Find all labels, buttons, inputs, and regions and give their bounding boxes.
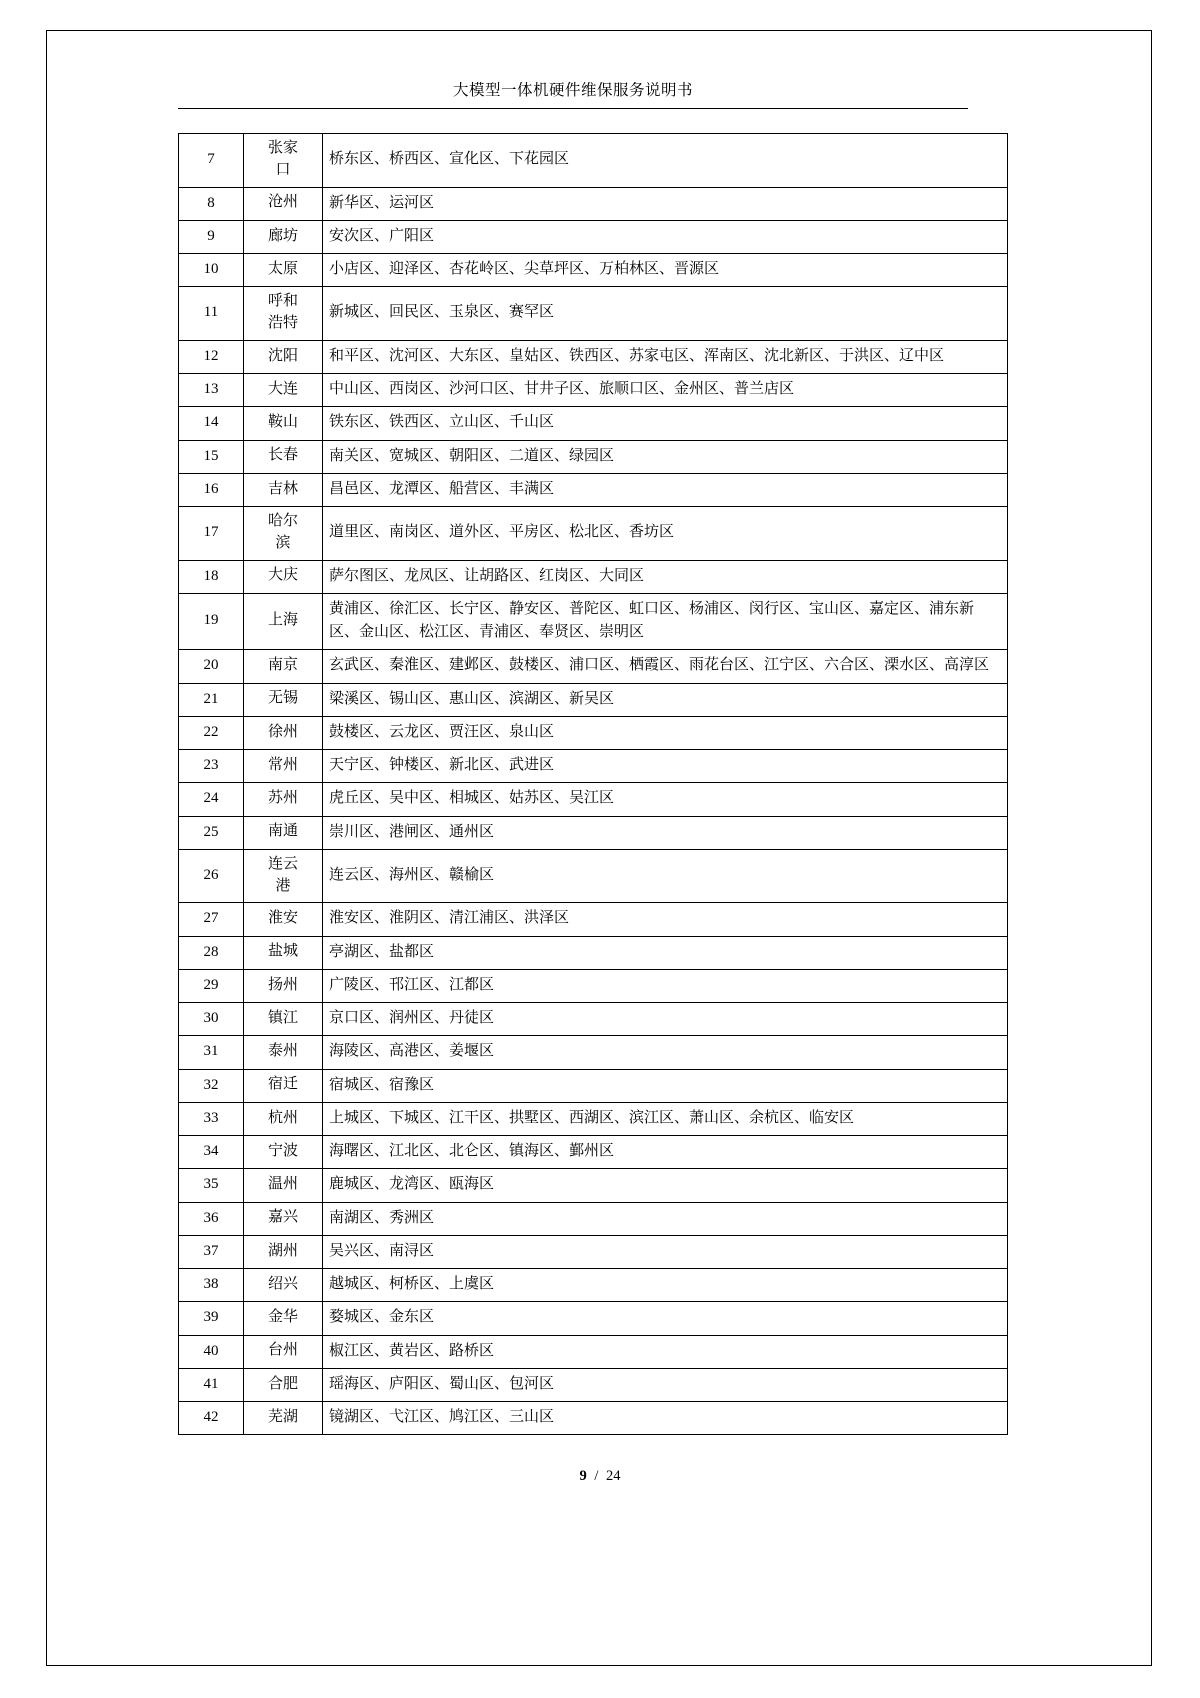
cell-index: 23 [179, 750, 244, 783]
cell-city [244, 650, 323, 683]
cell-city-line: 杭州 [267, 1109, 298, 1126]
cell-city [244, 816, 323, 849]
cell-city-line: 淮安 [267, 910, 298, 926]
page-header-title: 大模型一体机硬件维保服务说明书 [452, 82, 693, 99]
cell-city [244, 783, 323, 816]
cell-city [244, 849, 323, 903]
table-row [179, 1136, 1008, 1169]
cell-city-line: 泰州 [267, 1043, 298, 1059]
cell-districts: 亭湖区、盐都区 [323, 936, 1008, 969]
cell-city-line: 徐州 [267, 723, 298, 740]
table-row [179, 1235, 1008, 1268]
cell-index: 30 [179, 1003, 244, 1036]
cell-city [244, 1102, 323, 1135]
cell-city-line: 港 [275, 877, 291, 894]
table-row [179, 473, 1008, 506]
cell-city-line: 太原 [267, 260, 298, 277]
cell-city-line: 嘉兴 [267, 1209, 298, 1226]
cell-districts: 海陵区、高港区、姜堰区 [323, 1036, 1008, 1069]
cell-districts: 黄浦区、徐汇区、长宁区、静安区、普陀区、虹口区、杨浦区、闵行区、宝山区、嘉定区、浦东新区、金山区、松江区、青浦区、奉贤区、崇明区 [323, 593, 1008, 650]
cell-city [244, 1202, 323, 1235]
cell-city-line: 宿迁 [267, 1076, 298, 1093]
cell-districts: 上城区、下城区、江干区、拱墅区、西湖区、滨江区、萧山区、余杭区、临安区 [323, 1102, 1008, 1135]
cell-districts: 广陵区、邗江区、江都区 [323, 969, 1008, 1002]
table-row [179, 969, 1008, 1002]
cell-districts: 婺城区、金东区 [323, 1302, 1008, 1335]
table-row [179, 220, 1008, 253]
cell-index: 9 [179, 220, 244, 253]
cell-districts: 崇川区、港闸区、通州区 [323, 816, 1008, 849]
cell-districts: 连云区、海州区、赣榆区 [323, 849, 1008, 903]
table-row [179, 683, 1008, 716]
cell-city-line: 台州 [267, 1342, 298, 1359]
cell-city-line: 苏州 [267, 790, 298, 806]
table-row [179, 254, 1008, 287]
cell-city-line: 口 [275, 161, 291, 178]
cell-city [244, 1003, 323, 1036]
cell-districts: 道里区、南岗区、道外区、平房区、松北区、香坊区 [323, 507, 1008, 561]
cell-districts: 玄武区、秦淮区、建邺区、鼓楼区、浦口区、栖霞区、雨花台区、江宁区、六合区、溧水区、高淳区 [323, 650, 1008, 683]
cell-city-line: 镇江 [267, 1009, 298, 1026]
cell-index: 33 [179, 1102, 244, 1135]
cell-city [244, 1368, 323, 1401]
cell-districts: 虎丘区、吴中区、相城区、姑苏区、吴江区 [323, 783, 1008, 816]
cell-city [244, 1136, 323, 1169]
header-divider [178, 108, 968, 109]
cell-districts: 京口区、润州区、丹徒区 [323, 1003, 1008, 1036]
cell-index: 8 [179, 187, 244, 220]
table-row [179, 187, 1008, 220]
cell-city-line: 金华 [267, 1309, 298, 1325]
cell-districts: 新华区、运河区 [323, 187, 1008, 220]
cell-districts: 安次区、广阳区 [323, 220, 1008, 253]
table-row [179, 1335, 1008, 1368]
cell-index: 7 [179, 134, 244, 188]
cell-index: 28 [179, 936, 244, 969]
cell-city-line: 扬州 [267, 976, 298, 993]
table-row [179, 407, 1008, 440]
cell-index: 21 [179, 683, 244, 716]
table-row [179, 1003, 1008, 1036]
cell-districts: 梁溪区、锡山区、惠山区、滨湖区、新吴区 [323, 683, 1008, 716]
cell-index: 16 [179, 473, 244, 506]
cell-city [244, 936, 323, 969]
cell-index: 12 [179, 340, 244, 373]
cell-city-line: 芜湖 [267, 1408, 298, 1425]
table-row [179, 750, 1008, 783]
cell-city-line: 常州 [267, 756, 298, 773]
cell-city-line: 无锡 [267, 690, 298, 707]
cell-city-line: 绍兴 [267, 1275, 298, 1292]
cell-city-line: 张家 [267, 140, 298, 156]
cell-districts: 小店区、迎泽区、杏花岭区、尖草坪区、万柏林区、晋源区 [323, 254, 1008, 287]
cell-index: 27 [179, 903, 244, 936]
cell-index: 20 [179, 650, 244, 683]
cell-city [244, 683, 323, 716]
cell-districts: 鹿城区、龙湾区、瓯海区 [323, 1169, 1008, 1202]
cell-city [244, 220, 323, 253]
cell-city [244, 374, 323, 407]
cell-index: 41 [179, 1368, 244, 1401]
cell-city-line: 沧州 [267, 194, 298, 211]
cell-index: 37 [179, 1235, 244, 1268]
table-row [179, 507, 1008, 561]
page-content [178, 78, 990, 1435]
cell-districts: 新城区、回民区、玉泉区、赛罕区 [323, 287, 1008, 341]
cell-city [244, 407, 323, 440]
cell-city-line: 滨 [275, 534, 291, 551]
cell-index: 24 [179, 783, 244, 816]
cell-city-line: 大连 [267, 380, 298, 397]
cell-districts: 天宁区、钟楼区、新北区、武进区 [323, 750, 1008, 783]
cell-districts: 吴兴区、南浔区 [323, 1235, 1008, 1268]
cell-districts: 淮安区、淮阴区、清江浦区、洪泽区 [323, 903, 1008, 936]
table-row [179, 816, 1008, 849]
cell-index: 25 [179, 816, 244, 849]
cell-index: 14 [179, 407, 244, 440]
table-row [179, 903, 1008, 936]
cell-index: 31 [179, 1036, 244, 1069]
table-row [179, 1169, 1008, 1202]
table-body [179, 134, 1008, 1435]
cell-city [244, 1169, 323, 1202]
cell-city [244, 1402, 323, 1435]
table-row [179, 287, 1008, 341]
cell-index: 26 [179, 849, 244, 903]
cell-city [244, 1335, 323, 1368]
cell-city [244, 1302, 323, 1335]
table-row [179, 1102, 1008, 1135]
cell-city-line: 沈阳 [267, 347, 298, 364]
table-row [179, 1402, 1008, 1435]
cell-city-line: 长春 [267, 447, 298, 464]
cell-districts: 南关区、宽城区、朝阳区、二道区、绿园区 [323, 440, 1008, 473]
cell-index: 40 [179, 1335, 244, 1368]
table-row [179, 783, 1008, 816]
cell-city [244, 1036, 323, 1069]
cell-index: 17 [179, 507, 244, 561]
cell-index: 38 [179, 1269, 244, 1302]
cell-index: 19 [179, 593, 244, 650]
cell-city-line: 南通 [267, 823, 298, 840]
cell-city [244, 593, 323, 650]
cell-index: 34 [179, 1136, 244, 1169]
cell-city-line: 湖州 [267, 1242, 298, 1259]
cell-city-line: 南京 [267, 657, 298, 673]
cell-city [244, 903, 323, 936]
page-footer [0, 1468, 1200, 1485]
cell-index: 36 [179, 1202, 244, 1235]
cell-city [244, 716, 323, 749]
cell-city [244, 560, 323, 593]
table-row [179, 1368, 1008, 1401]
table-row [179, 1269, 1008, 1302]
table-row [179, 440, 1008, 473]
table-row [179, 593, 1008, 650]
table-row [179, 374, 1008, 407]
cell-city [244, 1269, 323, 1302]
cell-districts: 中山区、西岗区、沙河口区、甘井子区、旅顺口区、金州区、普兰店区 [323, 374, 1008, 407]
table-row [179, 340, 1008, 373]
cell-city-line: 连云 [267, 855, 298, 872]
cell-districts: 镜湖区、弋江区、鸠江区、三山区 [323, 1402, 1008, 1435]
cell-districts: 瑶海区、庐阳区、蜀山区、包河区 [323, 1368, 1008, 1401]
footer-current-page: 9 [579, 1468, 587, 1484]
cell-districts: 越城区、柯桥区、上虞区 [323, 1269, 1008, 1302]
table-row [179, 134, 1008, 188]
table-row [179, 1302, 1008, 1335]
cell-city [244, 750, 323, 783]
cell-city [244, 507, 323, 561]
cell-index: 42 [179, 1402, 244, 1435]
service-coverage-table [178, 133, 1008, 1435]
cell-index: 18 [179, 560, 244, 593]
table-row [179, 716, 1008, 749]
cell-city [244, 340, 323, 373]
cell-city [244, 969, 323, 1002]
cell-index: 35 [179, 1169, 244, 1202]
cell-districts: 海曙区、江北区、北仑区、镇海区、鄞州区 [323, 1136, 1008, 1169]
cell-city-line: 哈尔 [267, 513, 298, 529]
table-row [179, 1036, 1008, 1069]
cell-districts: 宿城区、宿豫区 [323, 1069, 1008, 1102]
footer-total-pages: 24 [606, 1468, 621, 1484]
cell-city-line: 呼和 [267, 293, 298, 310]
cell-districts: 萨尔图区、龙凤区、让胡路区、红岗区、大同区 [323, 560, 1008, 593]
cell-city-line: 宁波 [267, 1142, 298, 1159]
cell-districts: 南湖区、秀洲区 [323, 1202, 1008, 1235]
cell-city-line: 吉林 [267, 480, 298, 497]
table-row [179, 936, 1008, 969]
footer-separator: / [594, 1468, 599, 1484]
cell-districts: 鼓楼区、云龙区、贾汪区、泉山区 [323, 716, 1008, 749]
cell-city [244, 473, 323, 506]
table-row [179, 560, 1008, 593]
cell-city-line: 盐城 [267, 943, 298, 960]
cell-city [244, 1235, 323, 1268]
cell-index: 39 [179, 1302, 244, 1335]
table-row [179, 1069, 1008, 1102]
cell-city-line: 温州 [267, 1176, 298, 1192]
cell-city-line: 廊坊 [267, 227, 298, 244]
cell-index: 29 [179, 969, 244, 1002]
cell-city-line: 大庆 [267, 567, 298, 584]
cell-city [244, 287, 323, 341]
cell-districts: 铁东区、铁西区、立山区、千山区 [323, 407, 1008, 440]
cell-districts: 昌邑区、龙潭区、船营区、丰满区 [323, 473, 1008, 506]
cell-index: 10 [179, 254, 244, 287]
cell-index: 15 [179, 440, 244, 473]
table-row [179, 849, 1008, 903]
cell-city [244, 187, 323, 220]
cell-index: 22 [179, 716, 244, 749]
cell-city [244, 254, 323, 287]
cell-city-line: 上海 [267, 612, 298, 629]
cell-city-line: 鞍山 [267, 414, 298, 430]
table-row [179, 1202, 1008, 1235]
cell-index: 11 [179, 287, 244, 341]
cell-districts: 和平区、沈河区、大东区、皇姑区、铁西区、苏家屯区、浑南区、沈北新区、于洪区、辽中区 [323, 340, 1008, 373]
cell-index: 13 [179, 374, 244, 407]
cell-city-line: 合肥 [267, 1375, 298, 1392]
cell-city [244, 440, 323, 473]
cell-districts: 椒江区、黄岩区、路桥区 [323, 1335, 1008, 1368]
table-row [179, 650, 1008, 683]
cell-city [244, 134, 323, 188]
cell-districts: 桥东区、桥西区、宣化区、下花园区 [323, 134, 1008, 188]
cell-city [244, 1069, 323, 1102]
cell-city-line: 浩特 [267, 315, 298, 331]
cell-index: 32 [179, 1069, 244, 1102]
